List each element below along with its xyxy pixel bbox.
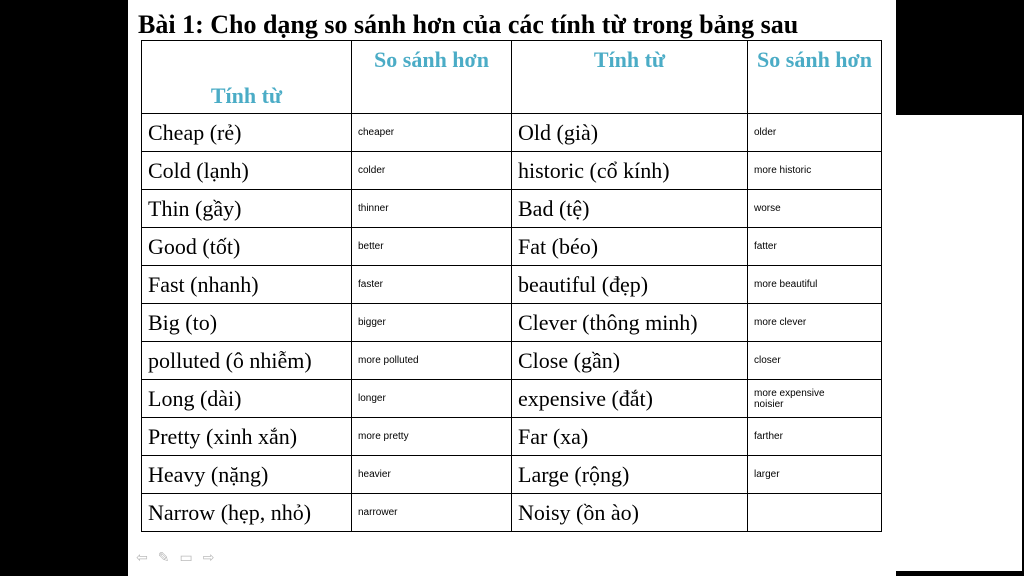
adjective-cell: Old (già): [512, 114, 748, 152]
answer-note: noisier: [754, 398, 784, 410]
table-row: [142, 228, 882, 266]
answer-cell: [748, 494, 882, 532]
table-row: [142, 494, 882, 532]
adjective-cell: polluted (ô nhiễm): [142, 342, 352, 380]
vocab-table: [141, 40, 882, 532]
answer-cell: heavier: [352, 456, 512, 494]
adjective-cell: Noisy (ồn ào): [512, 494, 748, 532]
right-whiteboard-area: [896, 115, 1022, 571]
next-arrow-icon[interactable]: ⇨: [202, 550, 215, 566]
answer-cell: fatter: [748, 228, 882, 266]
table-row: [142, 304, 882, 342]
answer-cell: longer: [352, 380, 512, 418]
answer-cell: faster: [352, 266, 512, 304]
adjective-cell: Heavy (nặng): [142, 456, 352, 494]
slide: [128, 0, 896, 576]
answer-cell: more pretty: [352, 418, 512, 456]
header-adjective-right: Tính từ: [512, 41, 748, 114]
adjective-cell: Bad (tệ): [512, 190, 748, 228]
table-row: [142, 456, 882, 494]
adjective-cell: Cheap (rẻ): [142, 114, 352, 152]
header-adjective-left: Tính từ: [142, 41, 352, 114]
answer-cell: more historic: [748, 152, 882, 190]
answer-cell: larger: [748, 456, 882, 494]
header-comparative-left: So sánh hơn: [352, 41, 512, 114]
answer-cell: older: [748, 114, 882, 152]
header-comparative-right: So sánh hơn: [748, 41, 882, 114]
slide-nav-toolbar: [136, 550, 214, 566]
table-row: [142, 418, 882, 456]
adjective-cell: Cold (lạnh): [142, 152, 352, 190]
answer-cell: farther: [748, 418, 882, 456]
pen-icon[interactable]: ✎: [157, 550, 170, 566]
adjective-cell: beautiful (đẹp): [512, 266, 748, 304]
table-row: [142, 342, 882, 380]
table-row: [142, 190, 882, 228]
adjective-cell: Fat (béo): [512, 228, 748, 266]
adjective-cell: Thin (gầy): [142, 190, 352, 228]
adjective-cell: Fast (nhanh): [142, 266, 352, 304]
answer-text: more expensive: [754, 387, 825, 399]
adjective-cell: Close (gần): [512, 342, 748, 380]
table-row: [142, 380, 882, 418]
answer-cell: colder: [352, 152, 512, 190]
adjective-cell: historic (cổ kính): [512, 152, 748, 190]
table-row: [142, 114, 882, 152]
answer-cell: thinner: [352, 190, 512, 228]
answer-cell: worse: [748, 190, 882, 228]
adjective-cell: Narrow (hẹp, nhỏ): [142, 494, 352, 532]
answer-cell: [748, 380, 882, 418]
answer-cell: narrower: [352, 494, 512, 532]
exercise-title: Bài 1: Cho dạng so sánh hơn của các tính từ trong bảng sau: [138, 10, 799, 39]
answer-cell: more clever: [748, 304, 882, 342]
adjective-cell: Big (to): [142, 304, 352, 342]
adjective-cell: Good (tốt): [142, 228, 352, 266]
table-row: [142, 152, 882, 190]
slide-menu-icon[interactable]: ▭: [179, 550, 193, 566]
adjective-cell: Clever (thông minh): [512, 304, 748, 342]
answer-cell: closer: [748, 342, 882, 380]
answer-cell: more beautiful: [748, 266, 882, 304]
answer-cell: bigger: [352, 304, 512, 342]
adjective-cell: Long (dài): [142, 380, 352, 418]
table-row: [142, 266, 882, 304]
answer-cell: more polluted: [352, 342, 512, 380]
adjective-cell: Large (rộng): [512, 456, 748, 494]
prev-arrow-icon[interactable]: ⇦: [136, 550, 148, 566]
answer-cell: better: [352, 228, 512, 266]
adjective-cell: Pretty (xinh xắn): [142, 418, 352, 456]
answer-cell: cheaper: [352, 114, 512, 152]
adjective-cell: Far (xa): [512, 418, 748, 456]
table-header-row: [142, 41, 882, 114]
adjective-cell: expensive (đắt): [512, 380, 748, 418]
